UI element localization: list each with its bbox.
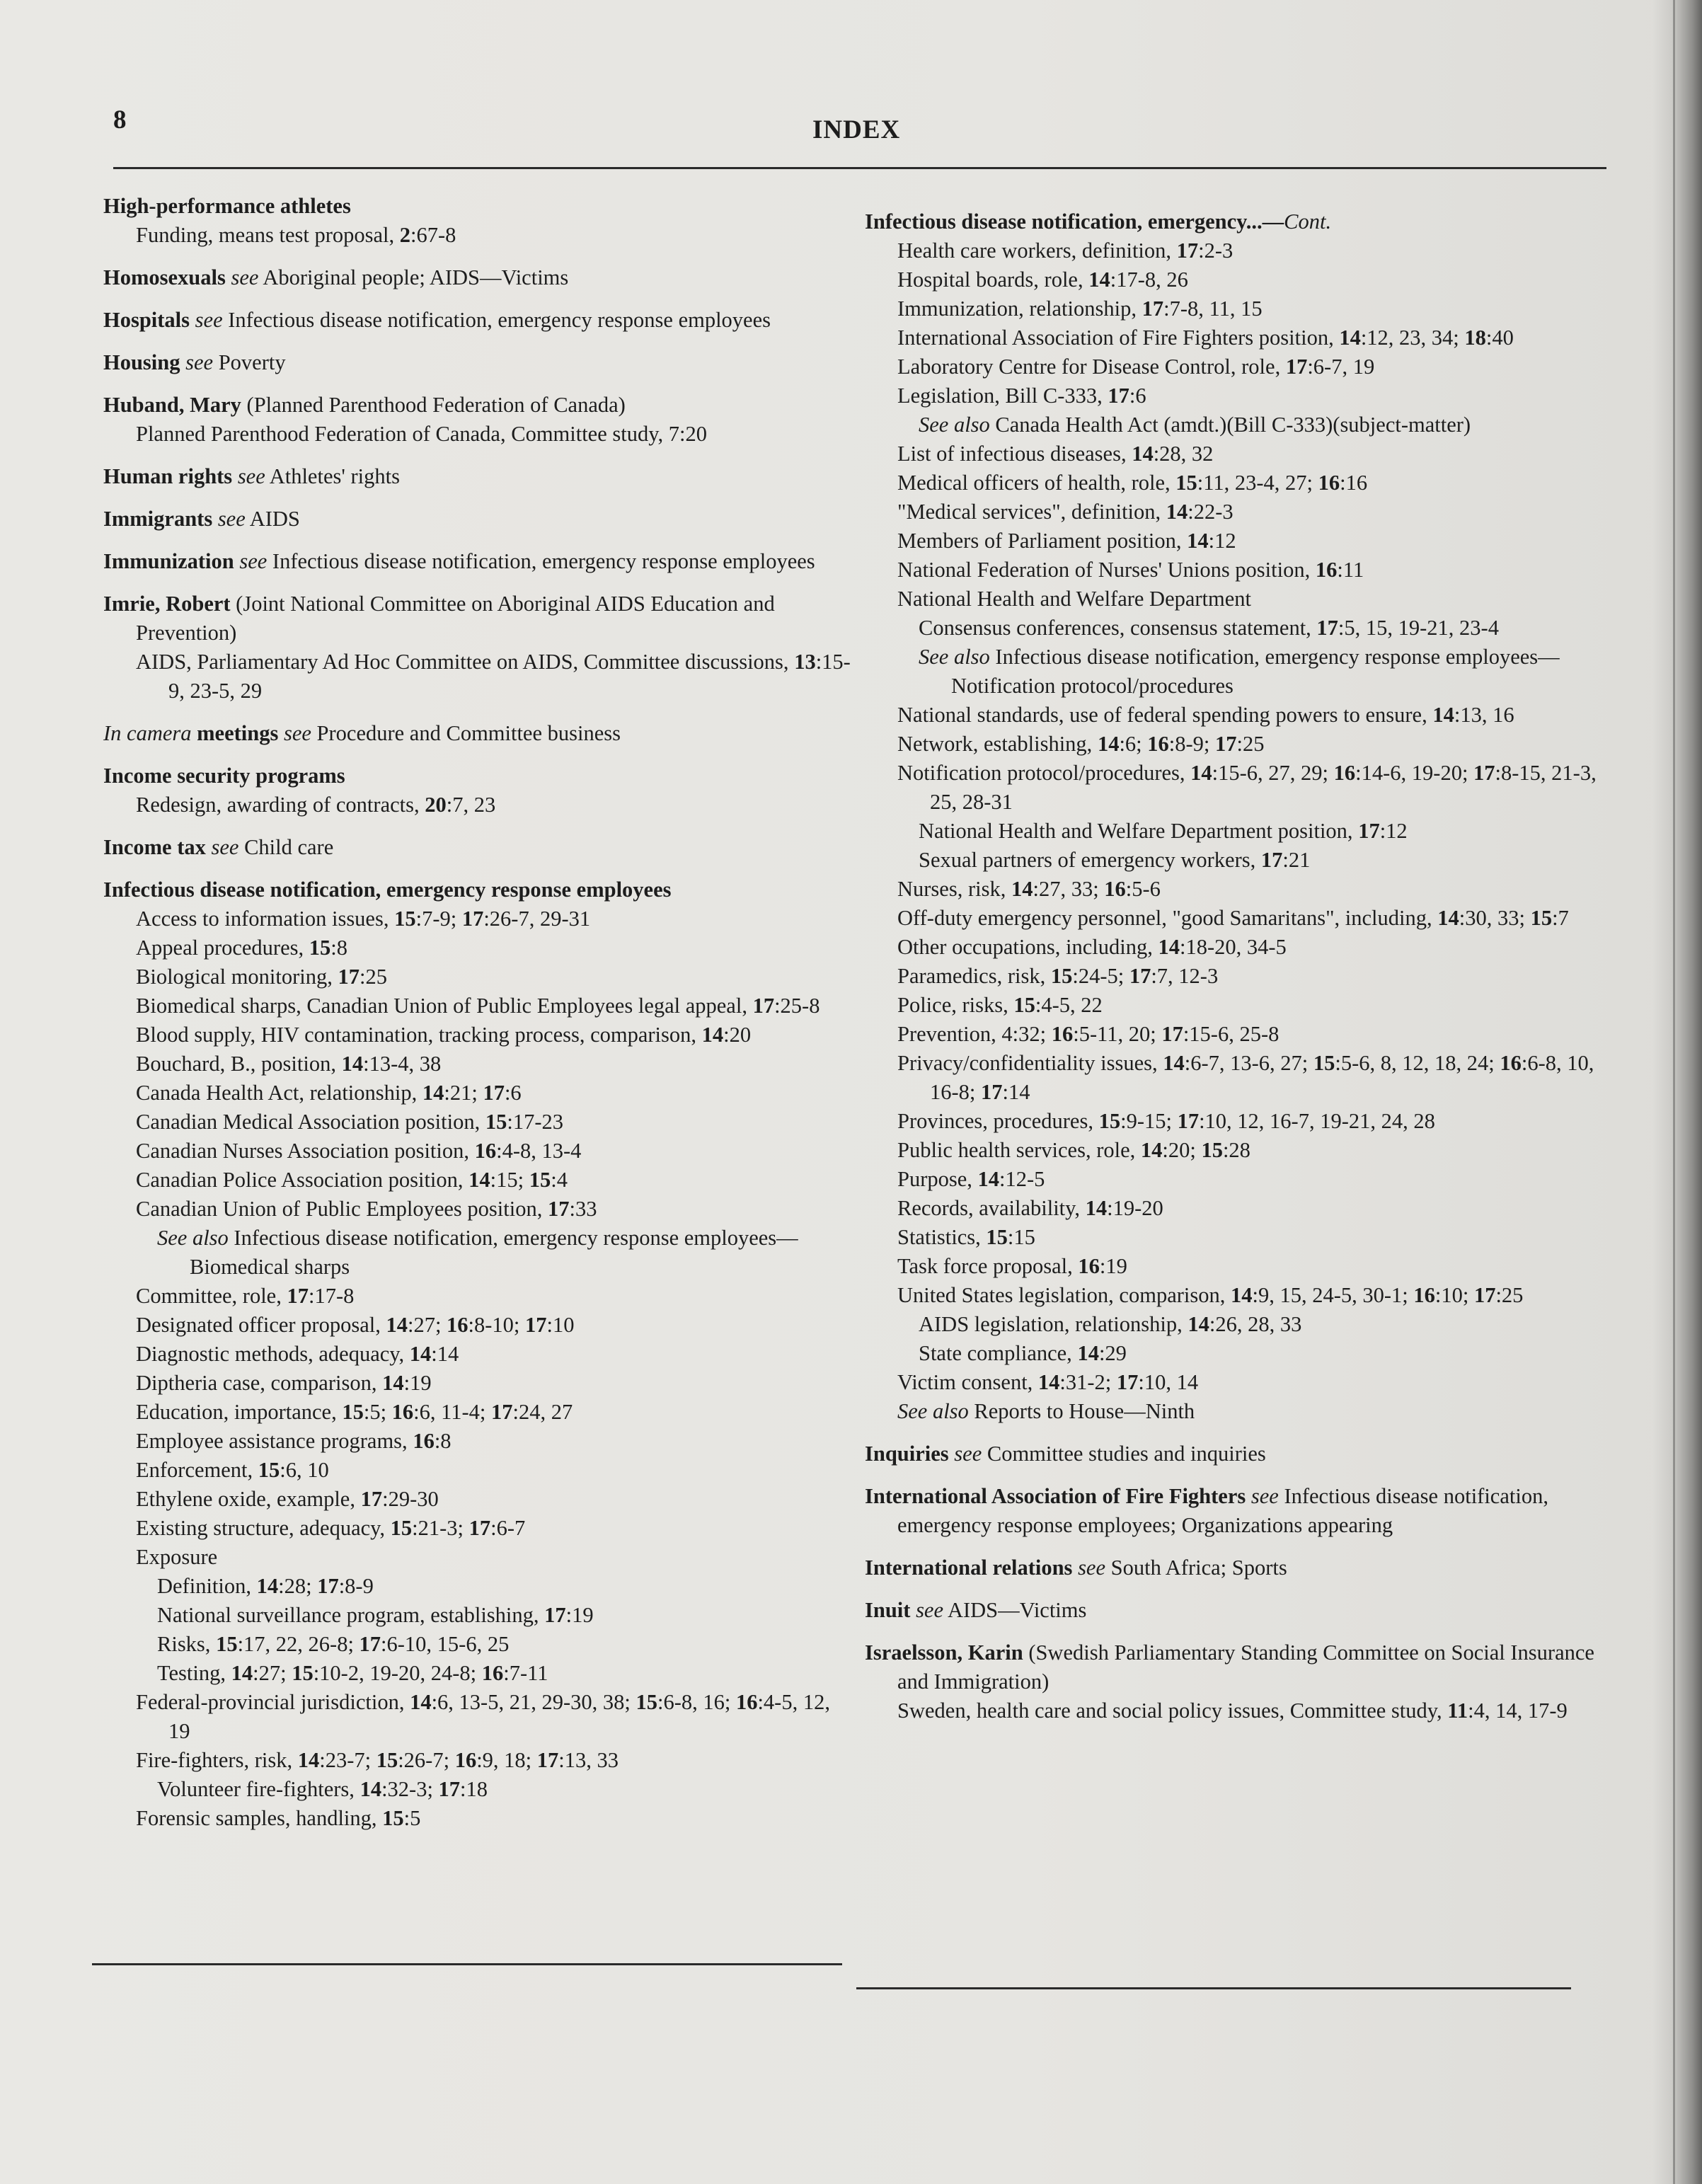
index-subsubentry: Definition, 14:28; 17:8-9 [157,1574,374,1598]
index-heading: Inquiries see Committee studies and inquiries [865,1442,1266,1466]
right-footer-rule [856,1987,1571,1989]
index-subentry: Task force proposal, 16:19 [897,1254,1127,1278]
index-subentry: Purpose, 14:12-5 [897,1167,1045,1191]
index-subentry: Records, availability, 14:19-20 [897,1196,1163,1220]
index-subsubentry: National Health and Welfare Department position, 17:12 [919,819,1408,843]
index-subentry: Nurses, risk, 14:27, 33; 16:5-6 [897,877,1161,901]
index-heading: Immunization see Infectious disease notification, emergency response employees [103,549,815,573]
index-subentry: Other occupations, including, 14:18-20, 34-5 [897,935,1287,959]
index-subentry: Paramedics, risk, 15:24-5; 17:7, 12-3 [897,964,1219,988]
index-subentry: United States legislation, comparison, 14:9, 15, 24-5, 30-1; 16:10; 17:25 [897,1283,1524,1307]
page-edge-line [1673,0,1675,2184]
index-subentry: Bouchard, B., position, 14:13-4, 38 [136,1052,442,1076]
index-subentry: Forensic samples, handling, 15:5 [136,1806,421,1830]
index-heading: International Association of Fire Fighters see Infectious disease notification, emergency response employees; Organizations appearing [865,1484,1548,1537]
index-subentry: Hospital boards, role, 14:17-8, 26 [897,268,1188,292]
index-heading: Infectious disease notification, emergency response employees [103,878,672,902]
index-subentry: Enforcement, 15:6, 10 [136,1458,329,1482]
page-title: INDEX [812,115,901,144]
index-subentry: Police, risks, 15:4-5, 22 [897,993,1103,1017]
index-subentry: Fire-fighters, risk, 14:23-7; 15:26-7; 16:9, 18; 17:13, 33 [136,1748,619,1772]
page-edge-shadow [1652,0,1702,2184]
index-heading: Inuit see AIDS—Victims [865,1598,1087,1622]
index-subentry: Canadian Nurses Association position, 16:4-8, 13-4 [136,1139,582,1163]
index-subentry: Existing structure, adequacy, 15:21-3; 17:6-7 [136,1516,526,1540]
index-subentry: Victim consent, 14:31-2; 17:10, 14 [897,1370,1199,1394]
index-subsubentry: AIDS legislation, relationship, 14:26, 28, 33 [919,1312,1302,1336]
index-subentry: Funding, means test proposal, 2:67-8 [136,223,456,247]
index-heading: International relations see South Africa; Sports [865,1556,1287,1580]
index-heading: Housing see Poverty [103,350,286,374]
index-subentry: Canadian Police Association position, 14:15; 15:4 [136,1168,568,1192]
index-subentry: Exposure [136,1545,218,1569]
index-subsubentry: Risks, 15:17, 22, 26-8; 17:6-10, 15-6, 25 [157,1632,510,1656]
index-subentry: Ethylene oxide, example, 17:29-30 [136,1487,439,1511]
index-heading: In camera meetings see Procedure and Committee business [103,721,621,745]
index-heading: Imrie, Robert (Joint National Committee on Aboriginal AIDS Education and Prevention) [103,592,775,645]
index-subentry: Education, importance, 15:5; 16:6, 11-4; 17:24, 27 [136,1400,573,1424]
index-subentry: Blood supply, HIV contamination, tracking process, comparison, 14:20 [136,1023,752,1047]
index-subentry: Immunization, relationship, 17:7-8, 11, 15 [897,297,1263,321]
right-index-column [865,194,1615,1725]
index-subsubentry: Testing, 14:27; 15:10-2, 19-20, 24-8; 16:7-11 [157,1661,548,1685]
index-see-also: See also Reports to House—Ninth [897,1399,1195,1423]
index-subentry: Legislation, Bill C-333, 17:6 [897,384,1146,408]
index-subentry: List of infectious diseases, 14:28, 32 [897,442,1214,466]
index-subentry: Privacy/confidentiality issues, 14:6-7, 13-6, 27; 15:5-6, 8, 12, 18, 24; 16:6-8, 10, 16-8; 17:14 [897,1051,1594,1104]
page-number: 8 [113,105,127,134]
index-heading: High-performance athletes [103,194,351,218]
index-subentry: Appeal procedures, 15:8 [136,936,347,960]
index-subentry: National Health and Welfare Department [897,587,1252,611]
index-subentry: Redesign, awarding of contracts, 20:7, 23 [136,793,496,817]
index-subentry: Statistics, 15:15 [897,1225,1035,1249]
index-subentry: Diptheria case, comparison, 14:19 [136,1371,432,1395]
index-heading: Human rights see Athletes' rights [103,464,400,488]
index-subentry: Biological monitoring, 17:25 [136,965,387,989]
index-see-also: See also Infectious disease notification, emergency response employees—Biomedical sharps [157,1226,798,1279]
index-heading: Infectious disease notification, emergency...—Cont. [865,209,1332,234]
index-subentry: International Association of Fire Fighters position, 14:12, 23, 34; 18:40 [897,326,1514,350]
index-subentry: National standards, use of federal spending powers to ensure, 14:13, 16 [897,703,1514,727]
left-index-column [103,178,853,1833]
index-heading: Immigrants see AIDS [103,507,300,531]
index-subentry: AIDS, Parliamentary Ad Hoc Committee on AIDS, Committee discussions, 13:15-9, 23-5, 29 [136,650,851,703]
index-subsubentry: Volunteer fire-fighters, 14:32-3; 17:18 [157,1777,488,1801]
index-subentry: Canadian Union of Public Employees position, 17:33 [136,1197,597,1221]
index-subentry: Health care workers, definition, 17:2-3 [897,238,1234,263]
header-rule [113,167,1606,169]
index-subentry: Network, establishing, 14:6; 16:8-9; 17:25 [897,732,1265,756]
index-subentry: Canadian Medical Association position, 15:17-23 [136,1110,563,1134]
index-subentry: Off-duty emergency personnel, "good Samaritans", including, 14:30, 33; 15:7 [897,906,1569,930]
index-subentry: Prevention, 4:32; 16:5-11, 20; 17:15-6, 25-8 [897,1022,1280,1046]
index-subentry: Diagnostic methods, adequacy, 14:14 [136,1342,459,1366]
index-subentry: Provinces, procedures, 15:9-15; 17:10, 12, 16-7, 19-21, 24, 28 [897,1109,1435,1133]
index-heading: Homosexuals see Aboriginal people; AIDS—Victims [103,265,569,289]
index-subentry: Notification protocol/procedures, 14:15-6, 27, 29; 16:14-6, 19-20; 17:8-15, 21-3, 25, 28-31 [897,761,1597,814]
index-subentry: Public health services, role, 14:20; 15:28 [897,1138,1250,1162]
index-subsubentry: National surveillance program, establishing, 17:19 [157,1603,594,1627]
left-footer-rule [92,1963,842,1965]
index-subsubentry: Consensus conferences, consensus statement, 17:5, 15, 19-21, 23-4 [919,616,1499,640]
index-heading: Income security programs [103,764,345,788]
index-see-also: See also Canada Health Act (amdt.)(Bill C-333)(subject-matter) [919,413,1471,437]
index-see-also: See also Infectious disease notification, emergency response employees—Notification protocol/procedures [919,645,1560,698]
index-subsubentry: State compliance, 14:29 [919,1341,1127,1365]
index-subentry: Employee assistance programs, 16:8 [136,1429,452,1453]
index-heading: Israelsson, Karin (Swedish Parliamentary Standing Committee on Social Insurance and Immigration) [865,1640,1594,1694]
index-subentry: National Federation of Nurses' Unions position, 16:11 [897,558,1364,582]
index-subentry: Laboratory Centre for Disease Control, role, 17:6-7, 19 [897,355,1375,379]
index-heading: Hospitals see Infectious disease notification, emergency response employees [103,308,771,332]
index-subentry: Committee, role, 17:17-8 [136,1284,355,1308]
index-subentry: Designated officer proposal, 14:27; 16:8-10; 17:10 [136,1313,575,1337]
index-subentry: Medical officers of health, role, 15:11, 23-4, 27; 16:16 [897,471,1368,495]
index-heading: Huband, Mary (Planned Parenthood Federation of Canada) [103,393,626,417]
index-subentry: Access to information issues, 15:7-9; 17:26-7, 29-31 [136,907,591,931]
index-subentry: Biomedical sharps, Canadian Union of Public Employees legal appeal, 17:25-8 [136,994,820,1018]
index-subentry: Canada Health Act, relationship, 14:21; 17:6 [136,1081,522,1105]
index-subentry: "Medical services", definition, 14:22-3 [897,500,1234,524]
index-subentry: Federal-provincial jurisdiction, 14:6, 13-5, 21, 29-30, 38; 15:6-8, 16; 16:4-5, 12, 19 [136,1690,830,1743]
index-subsubentry: Sexual partners of emergency workers, 17:21 [919,848,1311,872]
index-subentry: Planned Parenthood Federation of Canada, Committee study, 7:20 [136,422,707,446]
index-subentry: Sweden, health care and social policy issues, Committee study, 11:4, 14, 17-9 [897,1699,1568,1723]
index-subentry: Members of Parliament position, 14:12 [897,529,1236,553]
index-heading: Income tax see Child care [103,835,334,859]
